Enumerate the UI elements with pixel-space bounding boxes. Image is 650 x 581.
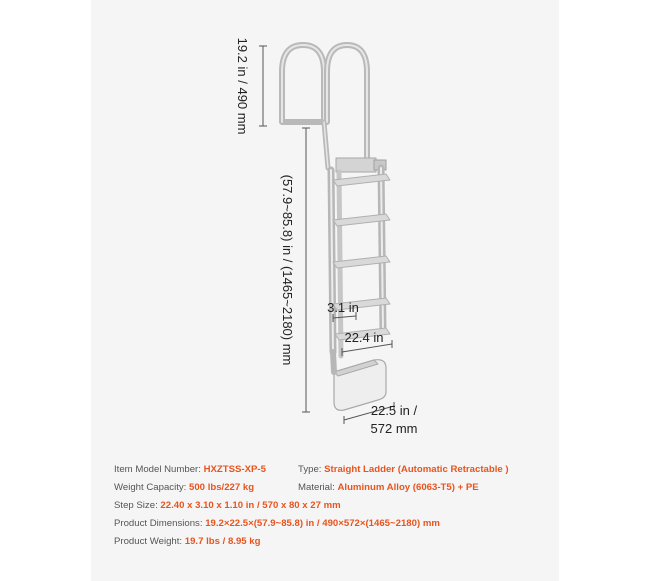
- product-weight-value: 19.7 lbs / 8.95 kg: [184, 536, 261, 547]
- dock-bracket: [336, 158, 376, 172]
- total-height-label: (57.9~85.8) in / (1465~2180) mm: [280, 174, 295, 366]
- material-value: Aluminum Alloy (6063-T5) + PE: [337, 482, 479, 493]
- step-depth-label: 3.1 in: [327, 300, 359, 315]
- left-handrail: [282, 45, 324, 122]
- ladder-illustration: [282, 45, 390, 410]
- capacity-value: 500 lbs/227 kg: [189, 482, 255, 493]
- base-width-label-line1: 22.5 in /: [370, 403, 418, 418]
- product-dimensions-label: Product Dimensions:: [114, 518, 203, 529]
- material-label: Material:: [298, 482, 335, 493]
- spec-row-3: [114, 497, 554, 515]
- product-weight-label: Product Weight:: [114, 536, 183, 547]
- type-value: Straight Ladder (Automatic Retractable ): [324, 464, 509, 475]
- product-dimensions-value: 19.2×22.5×(57.9~85.8) in / 490×572×(1465~2180) mm: [205, 518, 440, 529]
- step-width-label: 22.4 in: [344, 330, 384, 345]
- spec-table: [114, 461, 554, 551]
- spec-row-4: [114, 515, 554, 533]
- spec-row-5: [114, 533, 554, 551]
- right-handrail: [327, 45, 367, 168]
- spec-row-2: [114, 479, 554, 497]
- spec-row-1: [114, 461, 554, 479]
- base-width-label-line2: 572 mm: [370, 421, 418, 436]
- type-label: Type:: [298, 464, 322, 475]
- capacity-label: Weight Capacity:: [114, 482, 187, 493]
- model-value: HXZTSS-XP-5: [203, 464, 266, 475]
- top-height-label: 19.2 in / 490 mm: [235, 37, 250, 135]
- model-label: Item Model Number:: [114, 464, 201, 475]
- ladder-diagram: [91, 0, 559, 440]
- step-size-value: 22.40 x 3.10 x 1.10 in / 570 x 80 x 27 mm: [160, 500, 341, 511]
- step-size-label: Step Size:: [114, 500, 158, 511]
